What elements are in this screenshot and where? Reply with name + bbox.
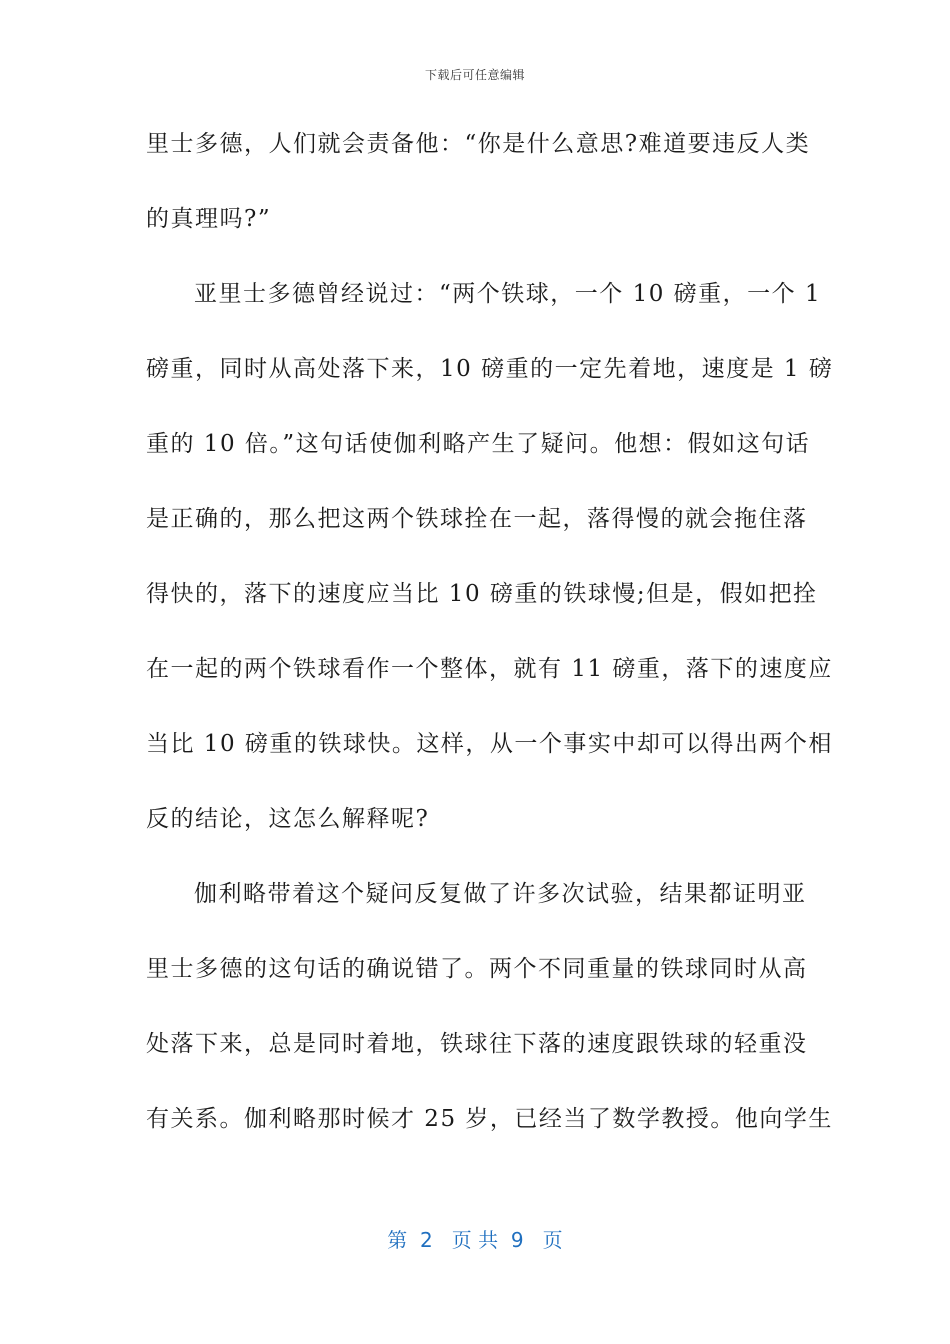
paragraph-start-line: 亚里士多德曾经说过：“两个铁球，一个 10 磅重，一个 1: [194, 281, 822, 307]
text-line: 处落下来，总是同时着地，铁球往下落的速度跟铁球的轻重没: [146, 1031, 808, 1057]
text-line: 里士多德，人们就会责备他：“你是什么意思?难道要违反人类: [146, 131, 811, 157]
text-line: 里士多德的这句话的确说错了。两个不同重量的铁球同时从高: [146, 956, 808, 982]
paragraph-start-line: 伽利略带着这个疑问反复做了许多次试验，结果都证明亚: [194, 881, 807, 907]
text-line: 是正确的，那么把这两个铁球拴在一起，落得慢的就会拖住落: [146, 506, 808, 532]
header-note: 下载后可任意编辑: [424, 68, 525, 82]
text-line: 得快的，落下的速度应当比 10 磅重的铁球慢;但是，假如把拴: [146, 581, 818, 607]
document-body: [146, 107, 834, 1157]
text-line: 磅重，同时从高处落下来，10 磅重的一定先着地，速度是 1 磅: [146, 356, 834, 382]
text-line: 在一起的两个铁球看作一个整体，就有 11 磅重，落下的速度应: [146, 656, 833, 682]
text-line: 反的结论，这怎么解释呢?: [146, 806, 430, 832]
page-number-footer: 第 2 页 共 9 页: [387, 1228, 563, 1252]
text-line: 的真理吗?”: [146, 206, 272, 232]
text-line: 重的 10 倍。”这句话使伽利略产生了疑问。他想：假如这句话: [146, 431, 811, 457]
text-line: 有关系。伽利略那时候才 25 岁，已经当了数学教授。他向学生: [146, 1106, 833, 1132]
text-line: 当比 10 磅重的铁球快。这样，从一个事实中却可以得出两个相: [146, 731, 833, 757]
